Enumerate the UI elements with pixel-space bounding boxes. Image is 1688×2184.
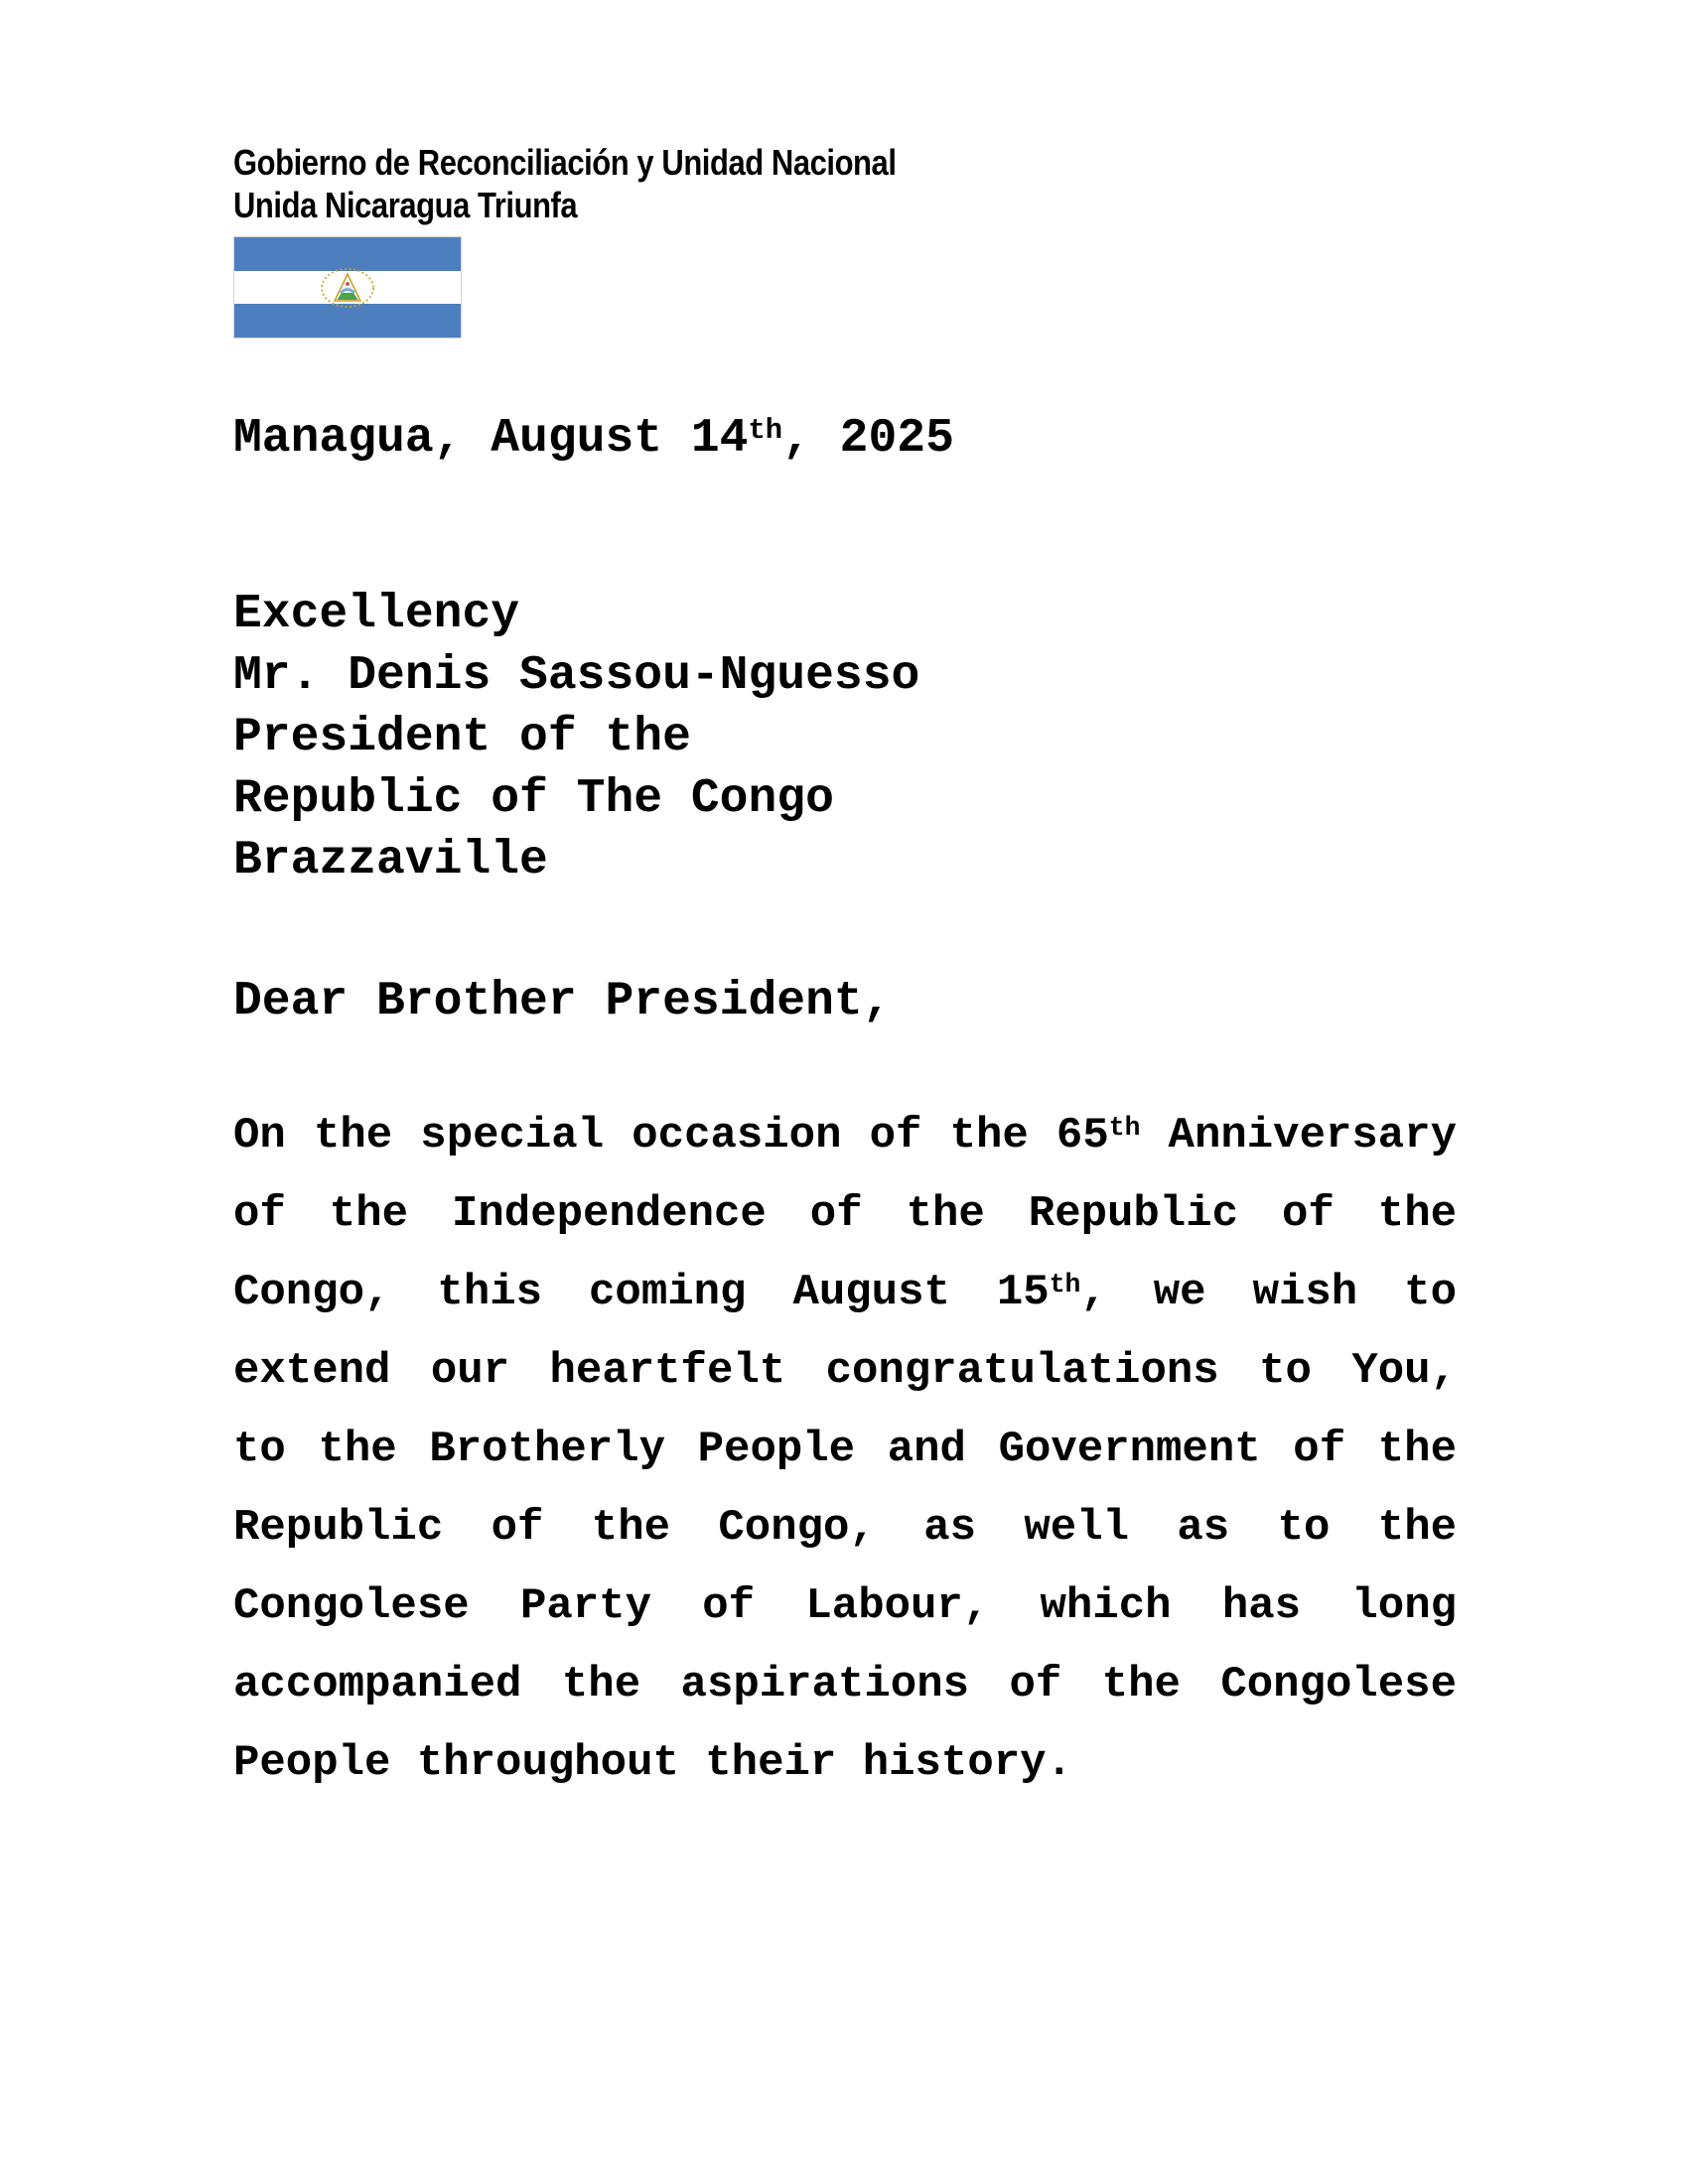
date-part-1: Managua, August 14 xyxy=(233,412,749,466)
body-ordinal-1: th xyxy=(1108,1113,1141,1144)
body-seg-2: Anniversary of the Independence of the Republic of the Congo, this coming August 15 xyxy=(233,1111,1458,1317)
recipient-line-office-1: President of the xyxy=(233,711,691,764)
letterhead-line-2-text: Unida Nicaragua Triunfa xyxy=(233,185,578,225)
recipient-line-city: Brazzaville xyxy=(233,834,548,887)
letterhead-line-1 xyxy=(233,141,1688,184)
recipient-line-name: Mr. Denis Sassou-Nguesso xyxy=(233,649,920,703)
salutation: Dear Brother President, xyxy=(233,975,892,1028)
recipient-address-block xyxy=(233,584,1688,891)
date-line xyxy=(233,408,1688,470)
nicaragua-flag-image xyxy=(233,236,462,339)
body-seg-3: , we wish to extend our heartfelt congratulations to You, to the Brotherly People and Government of the Republic of the Congo, as well as to the Congolese Party of Labour, which has long accompanied the aspirations of the Congolese People throughout their history. xyxy=(233,1268,1457,1788)
date-part-2: , 2025 xyxy=(782,412,954,466)
letterhead xyxy=(233,0,1688,226)
date-ordinal-suffix: th xyxy=(748,414,783,448)
body-paragraph xyxy=(233,1097,1457,1803)
body-ordinal-2: th xyxy=(1049,1270,1081,1300)
body-seg-1: On the special occasion of the 65 xyxy=(233,1111,1109,1160)
nicaragua-coat-of-arms-icon xyxy=(315,264,380,312)
letterhead-line-1-text: Gobierno de Reconciliación y Unidad Nacional xyxy=(233,142,897,183)
letterhead-line-2 xyxy=(233,184,1688,226)
recipient-line-title: Excellency xyxy=(233,588,520,641)
recipient-line-office-2: Republic of The Congo xyxy=(233,772,834,826)
emblem-cap xyxy=(346,282,350,286)
